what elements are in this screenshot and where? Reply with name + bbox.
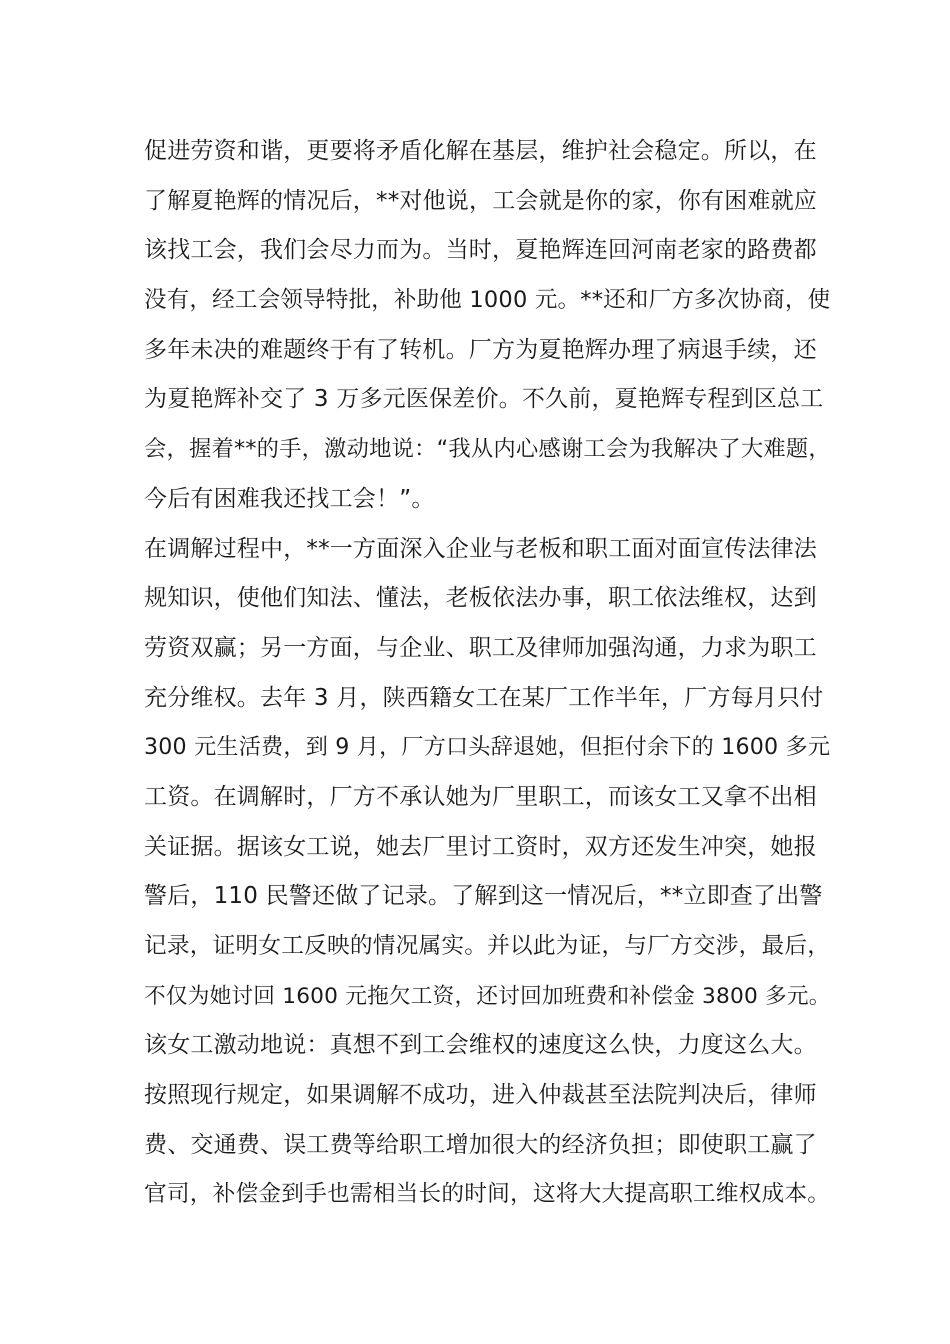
text-line: 今后有困难我还找工会！”。 (144, 485, 435, 512)
text-line: 为夏艳辉补交了 3 万多元医保差价。不久前，夏艳辉专程到区总工 (144, 386, 824, 413)
text-line: 费、交通费、误工费等给职工增加很大的经济负担；即使职工赢了 (144, 1131, 817, 1158)
text-line: 官司，补偿金到手也需相当长的时间，这将大大提高职工维权成本。 (144, 1181, 831, 1208)
text-line: 会，握着**的手，激动地说：“我从内心感谢工会为我解决了大难题， (144, 436, 831, 463)
text-line: 没有，经工会领导特批，补助他 1000 元。**还和厂方多次协商，使 (144, 287, 831, 314)
text-line: 该找工会，我们会尽力而为。当时，夏艳辉连回河南老家的路费都 (144, 237, 817, 264)
text-line: 记录，证明女工反映的情况属实。并以此为证，与厂方交涉，最后， (144, 933, 831, 959)
text-line: 按照现行规定，如果调解不成功，进入仲裁甚至法院判决后，律师 (144, 1082, 817, 1109)
text-line: 充分维权。去年 3 月，陕西籍女工在某厂工作半年，厂方每月只付 (144, 684, 824, 711)
text-line: 规知识，使他们知法、懂法，老板依法办事，职工依法维权，达到 (144, 585, 817, 612)
text-line: 在调解过程中，**一方面深入企业与老板和职工面对面宣传法律法 (144, 535, 817, 562)
text-line: 劳资双赢；另一方面，与企业、职工及律师加强沟通，力求为职工 (144, 634, 817, 661)
text-line: 300 元生活费，到 9 月，厂方口头辞退她，但拒付余下的 1600 多元 (144, 734, 831, 761)
document-body (144, 127, 834, 1220)
text-line: 促进劳资和谐，更要将矛盾化解在基层，维护社会稳定。所以，在 (144, 138, 817, 164)
text-line: 了解夏艳辉的情况后，**对他说，工会就是你的家，你有困难就应 (144, 187, 817, 214)
text-line: 关证据。据该女工说，她去厂里讨工资时，双方还发生冲突，她报 (144, 833, 817, 860)
text-line: 不仅为她讨回 1600 元拖欠工资，还讨回加班费和补偿金 3800 多元。 (144, 983, 831, 1009)
text-line: 多年未决的难题终于有了转机。厂方为夏艳辉办理了病退手续，还 (144, 336, 817, 363)
text-line: 警后，110 民警还做了记录。了解到这一情况后，**立即查了出警 (144, 883, 823, 910)
text-line: 工资。在调解时，厂方不承认她为厂里职工，而该女工又拿不出相 (144, 783, 817, 810)
text-line: 该女工激动地说：真想不到工会维权的速度这么快，力度这么大。 (144, 1032, 817, 1059)
